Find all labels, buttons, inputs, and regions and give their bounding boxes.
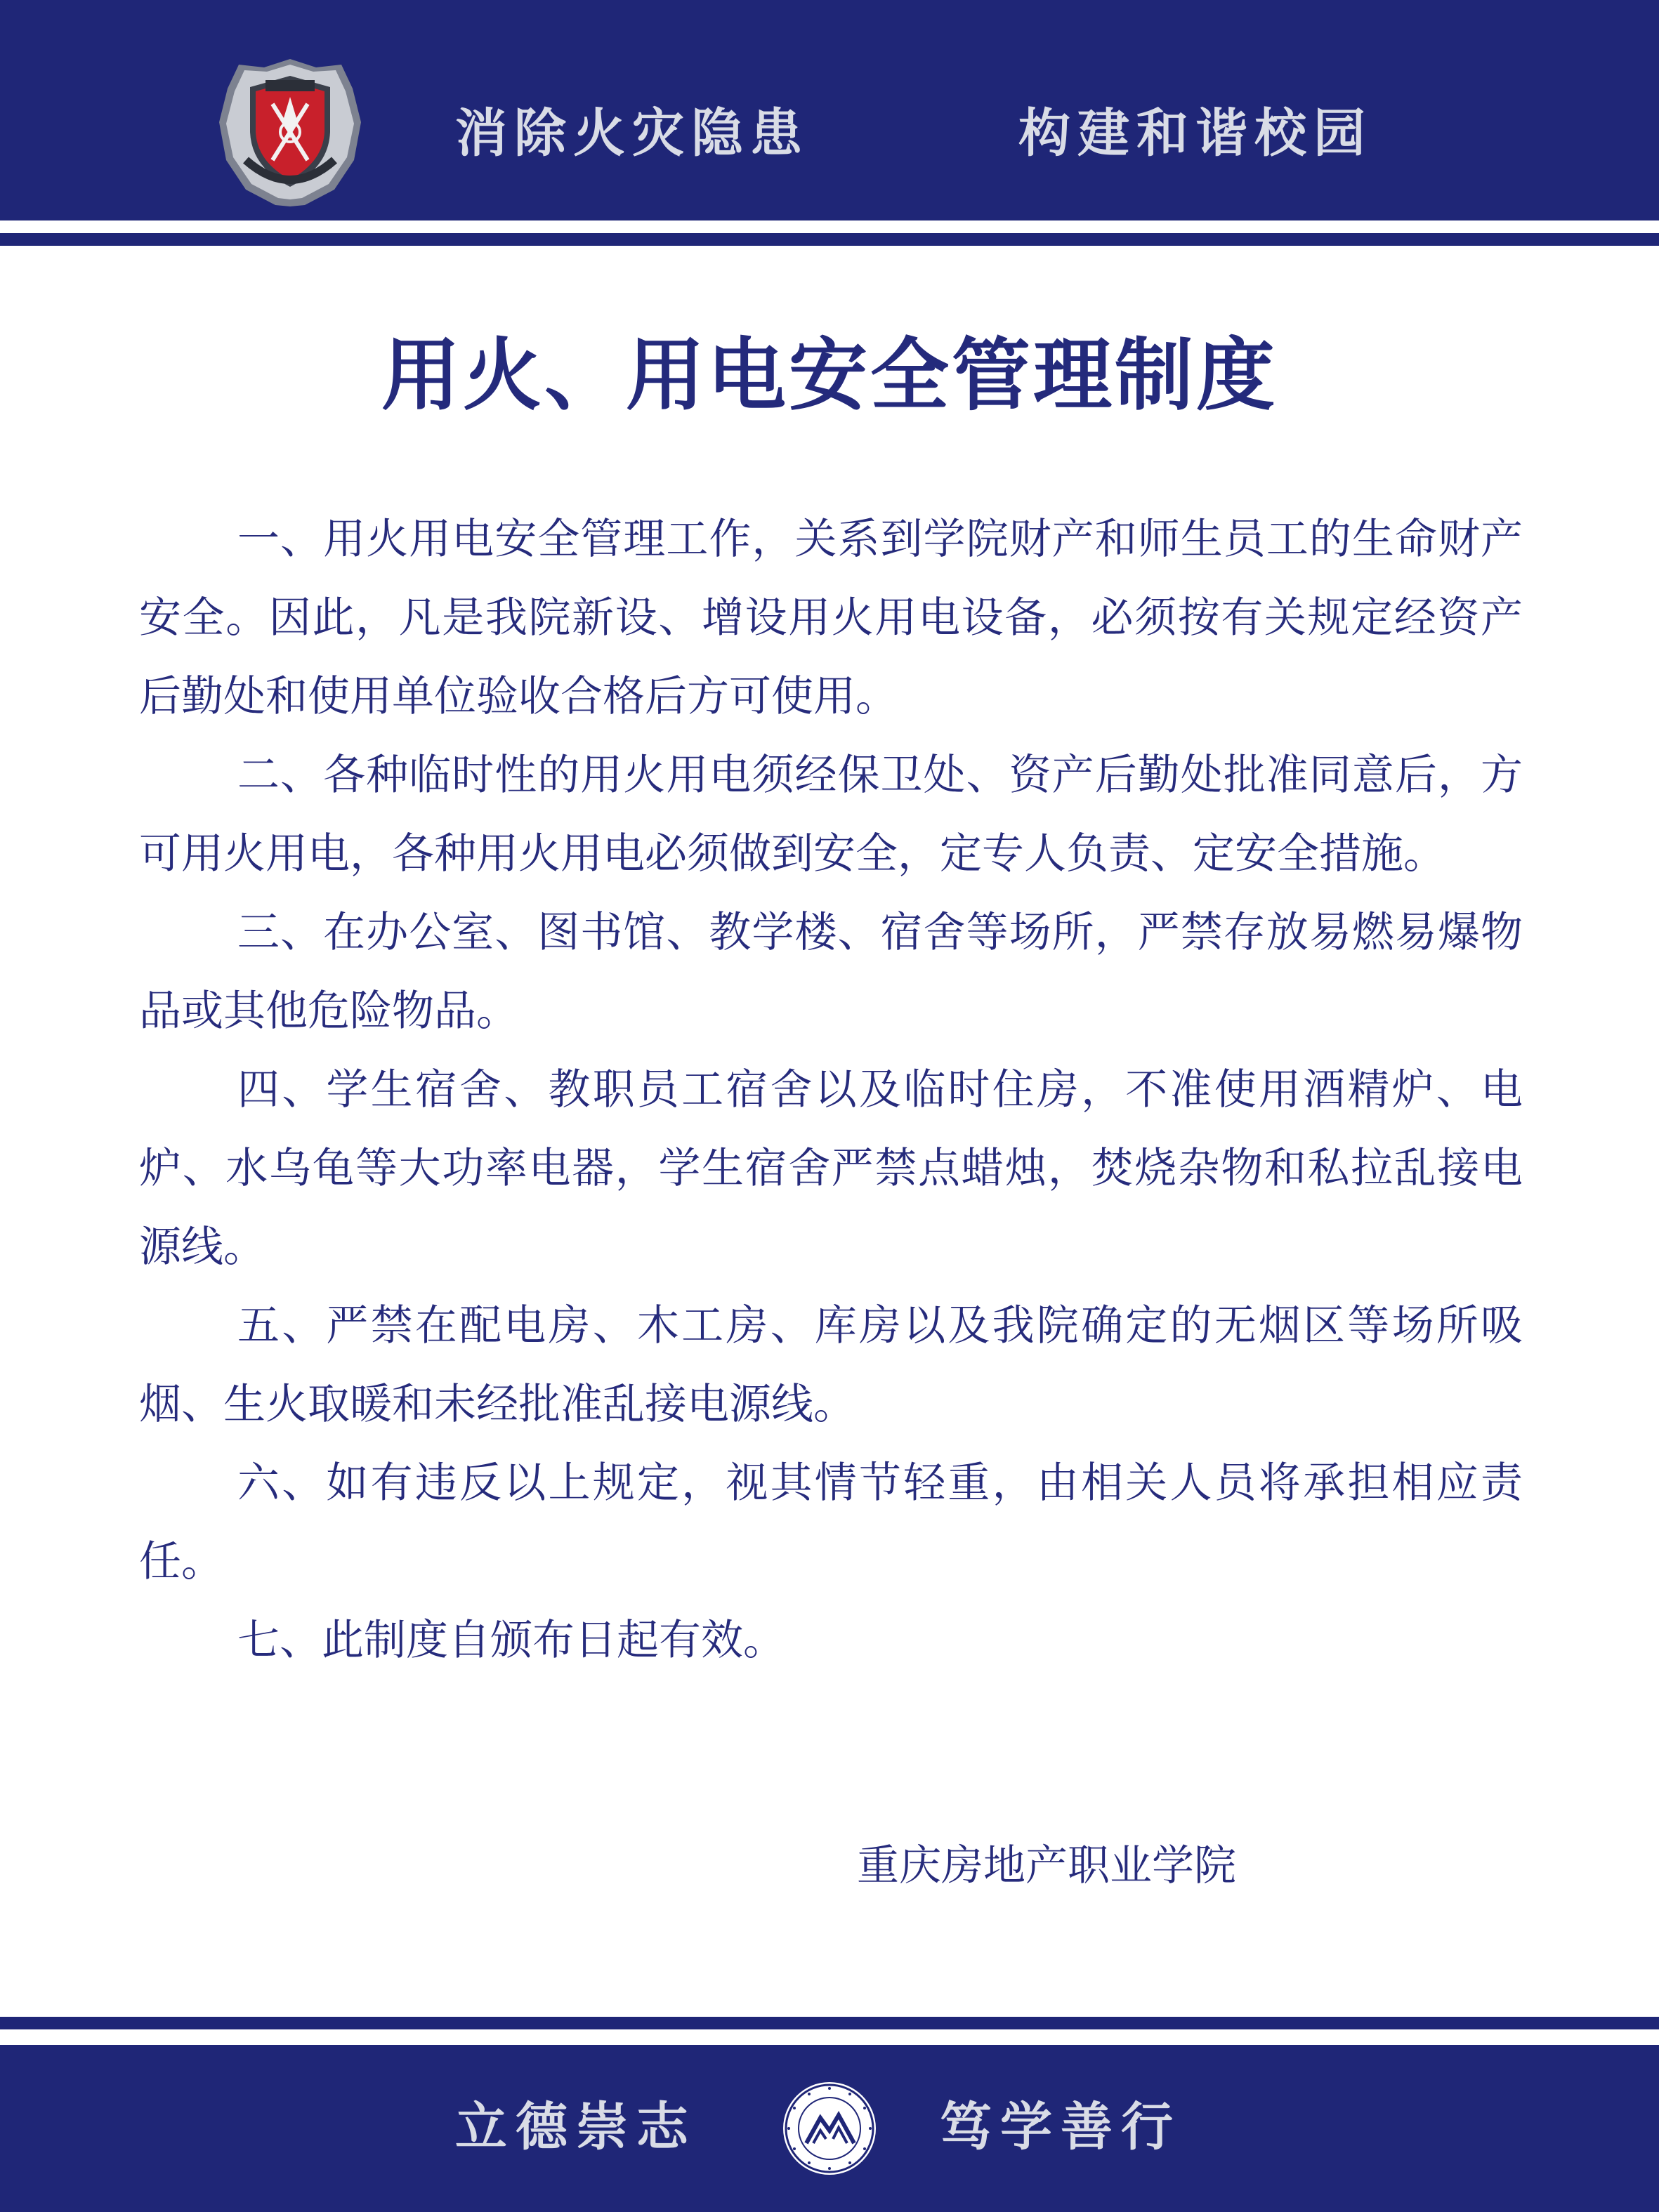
footer-motto-right: 笃学善行 (940, 2097, 1181, 2157)
regulation-body (139, 500, 1523, 1680)
regulation-paragraph-7: 七、此制度自颁布日起有效。 (237, 1616, 785, 1665)
page-title: 用火、用电安全管理制度 (381, 330, 1278, 421)
header-slogan-right: 构建和谐校园 (1018, 103, 1372, 164)
college-logo-icon (780, 2079, 879, 2178)
regulation-paragraph-5: 五、严禁在配电房、木工房、库房以及我院确定的无烟区等场所吸烟、生火取暖和未经批准乱接电源线。 (139, 1301, 1523, 1429)
regulation-paragraph-3: 三、在办公室、图书馆、教学楼、宿舍等场所，严禁存放易燃易爆物品或其他危险物品。 (139, 908, 1523, 1036)
regulation-paragraph-1: 一、用火用电安全管理工作，关系到学院财产和师生员工的生命财产安全。因此，凡是我院新设、增设用火用电设备，必须按有关规定经资产后勤处和使用单位验收合格后方可使用。 (139, 515, 1523, 721)
regulation-paragraph-6: 六、如有违反以上规定，视其情节轻重，由相关人员将承担相应责任。 (139, 1459, 1523, 1586)
header-divider-stripe (0, 233, 1659, 246)
fire-service-emblem-icon (218, 55, 362, 208)
footer-divider-stripe (0, 2017, 1659, 2029)
footer-motto-left: 立德崇志 (455, 2097, 697, 2157)
issuing-organization: 重庆房地产职业学院 (857, 1841, 1236, 1890)
header-slogan-left: 消除火灾隐患 (455, 103, 809, 164)
regulation-paragraph-4: 四、学生宿舍、教职员工宿舍以及临时住房，不准使用酒精炉、电炉、水乌龟等大功率电器，学生宿舍严禁点蜡烛，焚烧杂物和私拉乱接电源线。 (139, 1065, 1523, 1272)
regulation-paragraph-2: 二、各种临时性的用火用电须经保卫处、资产后勤处批准同意后，方可用火用电，各种用火用电必须做到安全，定专人负责、定安全措施。 (139, 751, 1523, 878)
